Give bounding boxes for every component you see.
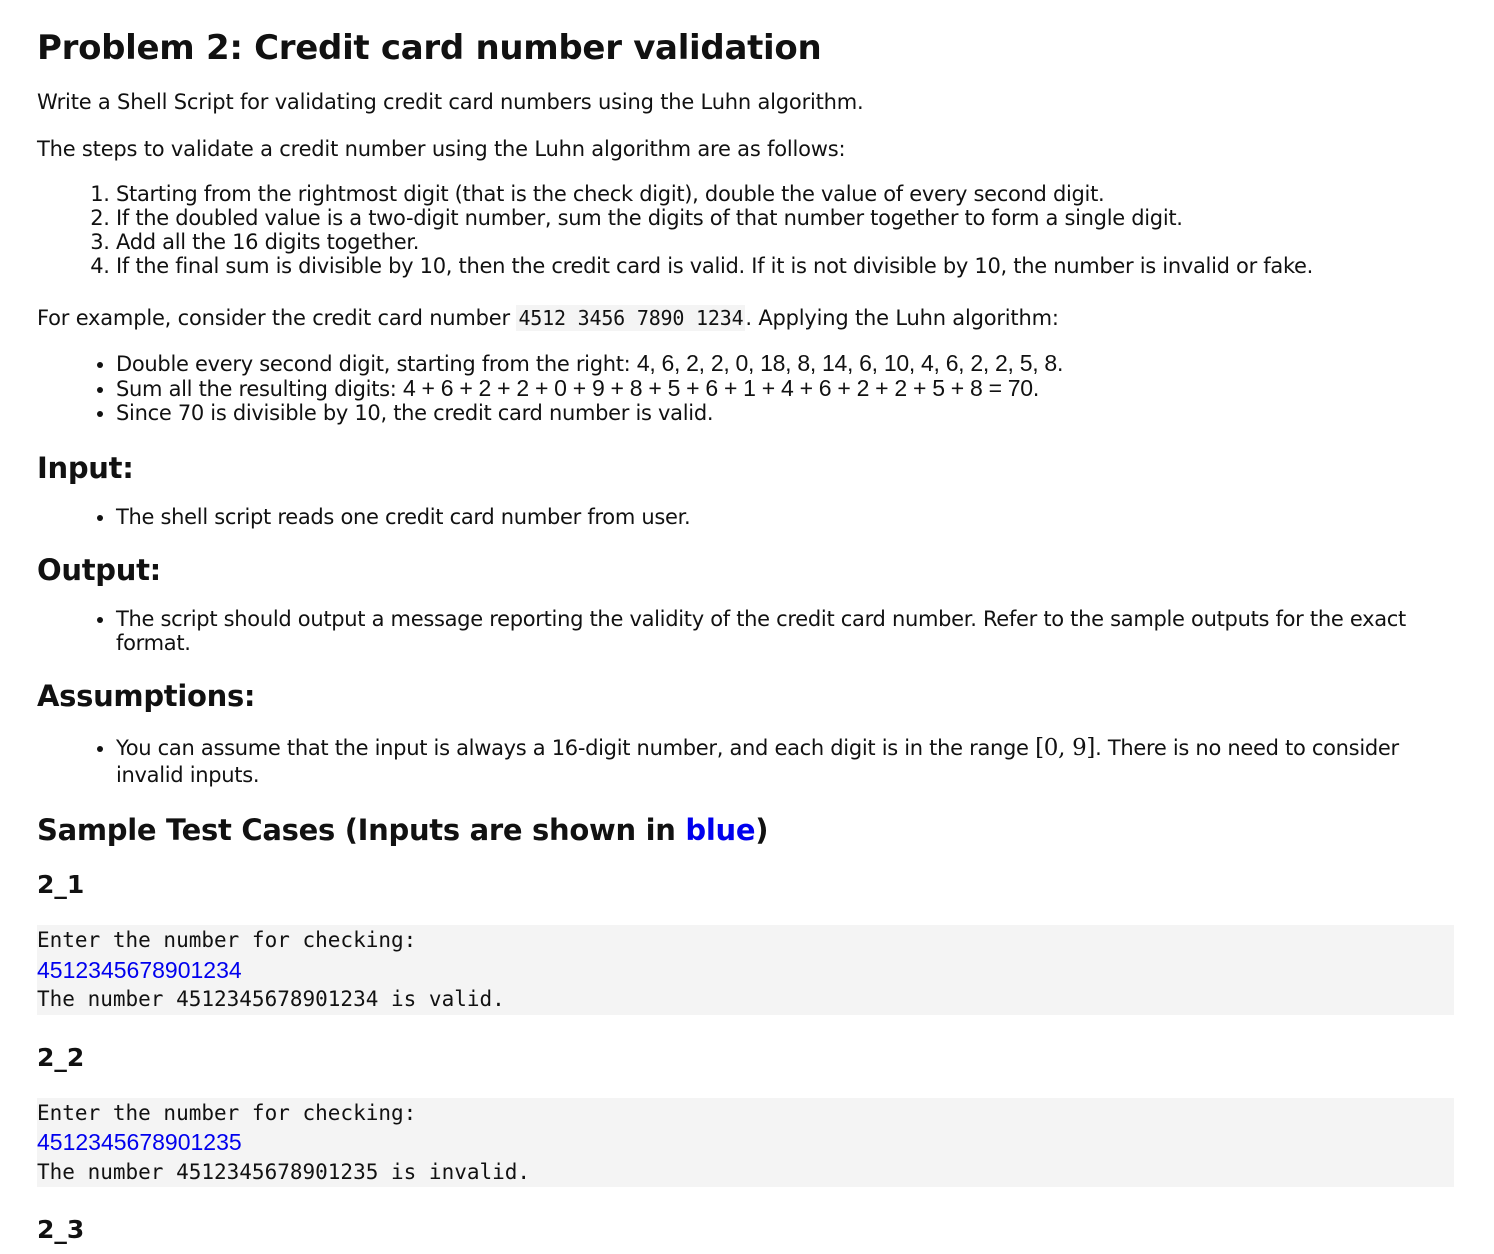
output-heading: Output: [37,553,161,587]
input-heading: Input: [37,451,134,485]
example-bullet-item: • Double every second digit, starting from the right: 4, 6, 2, 2, 0, 18, 8, 14, 6, 10, 4, 6, 2, 2, 5, 8. [116,351,1454,376]
sample-case-id: 2_3 [37,1215,85,1244]
example-bullet-item: • Since 70 is divisible by 10, the credit card number is valid. [116,401,1454,425]
document-page [37,26,1454,1246]
output-bullet-item: • The script should output a message reporting the validity of the credit card number. Refer to the sample outputs for the exact format. [116,607,1454,655]
samples-heading: Sample Test Cases (Inputs are shown in blue) [37,813,769,847]
sample-input-line: 4512345678901235 [37,1129,242,1155]
input-bullets [37,505,1454,529]
steps-list [37,182,1454,278]
samples-heading-blue-word: blue [685,813,756,847]
steps-list-item: 1. Starting from the rightmost digit (that is the check digit), double the value of every second digit. [116,182,1454,206]
digit-sum-value: 4 + 6 + 2 + 2 + 0 + 9 + 8 + 5 + 6 + 1 + 4 + 6 + 2 + 2 + 5 + 8 = 70 [402,375,1033,401]
example-suffix: . Applying the Luhn algorithm: [745,306,1059,330]
output-bullets [37,607,1454,655]
digit-range: [0, 9] [1035,735,1096,761]
example-paragraph [37,304,1454,332]
example-bullet-item: • Sum all the resulting digits: 4 + 6 + 2 + 2 + 0 + 9 + 8 + 5 + 6 + 1 + 4 + 6 + 2 + 2 + 5 + 8 = 70. [116,376,1454,401]
sample-case-codeblock [37,925,1454,1015]
page-title: Problem 2: Credit card number validation [37,28,822,68]
assumptions-bullets [37,735,1454,789]
doubled-digits-value: 4, 6, 2, 2, 0, 18, 8, 14, 6, 10, 4, 6, 2, 2, 5, 8 [636,350,1057,376]
intro-paragraph: Write a Shell Script for validating credit card numbers using the Luhn algorithm. [37,90,864,114]
assumptions-bullet-item: • You can assume that the input is always a 16-digit number, and each digit is in the range [0, 9]. There is no need to consider invalid inputs. [116,735,1454,789]
example-bullets [37,351,1454,425]
steps-list-item: 3. Add all the 16 digits together. [116,230,1454,254]
example-card-number: 4512 3456 7890 1234 [518,306,744,330]
sample-case-id: 2_2 [37,1042,85,1072]
sample-input-line: 4512345678901234 [37,956,242,983]
assumptions-heading: Assumptions: [37,679,256,713]
steps-list-item: 2. If the doubled value is a two-digit number, sum the digits of that number together to form a single digit. [116,206,1454,230]
example-prefix: For example, consider the credit card number [37,306,517,330]
input-bullet-item: • The shell script reads one credit card number from user. [116,505,1454,529]
sample-case-id: 2_1 [37,870,85,899]
steps-list-item: 4. If the final sum is divisible by 10, then the credit card is valid. If it is not divisible by 10, the number is invalid or fake. [116,254,1454,278]
sample-output-line: The number 4512345678901234 is valid. [37,987,505,1011]
sample-case-codeblock [37,1098,1454,1188]
sample-prompt-line: Enter the number for checking: [37,1100,417,1125]
sample-output-line: The number 4512345678901235 is invalid. [37,1159,531,1184]
sample-prompt-line: Enter the number for checking: [37,928,417,952]
steps-intro-paragraph: The steps to validate a credit number using the Luhn algorithm are as follows: [37,137,846,161]
